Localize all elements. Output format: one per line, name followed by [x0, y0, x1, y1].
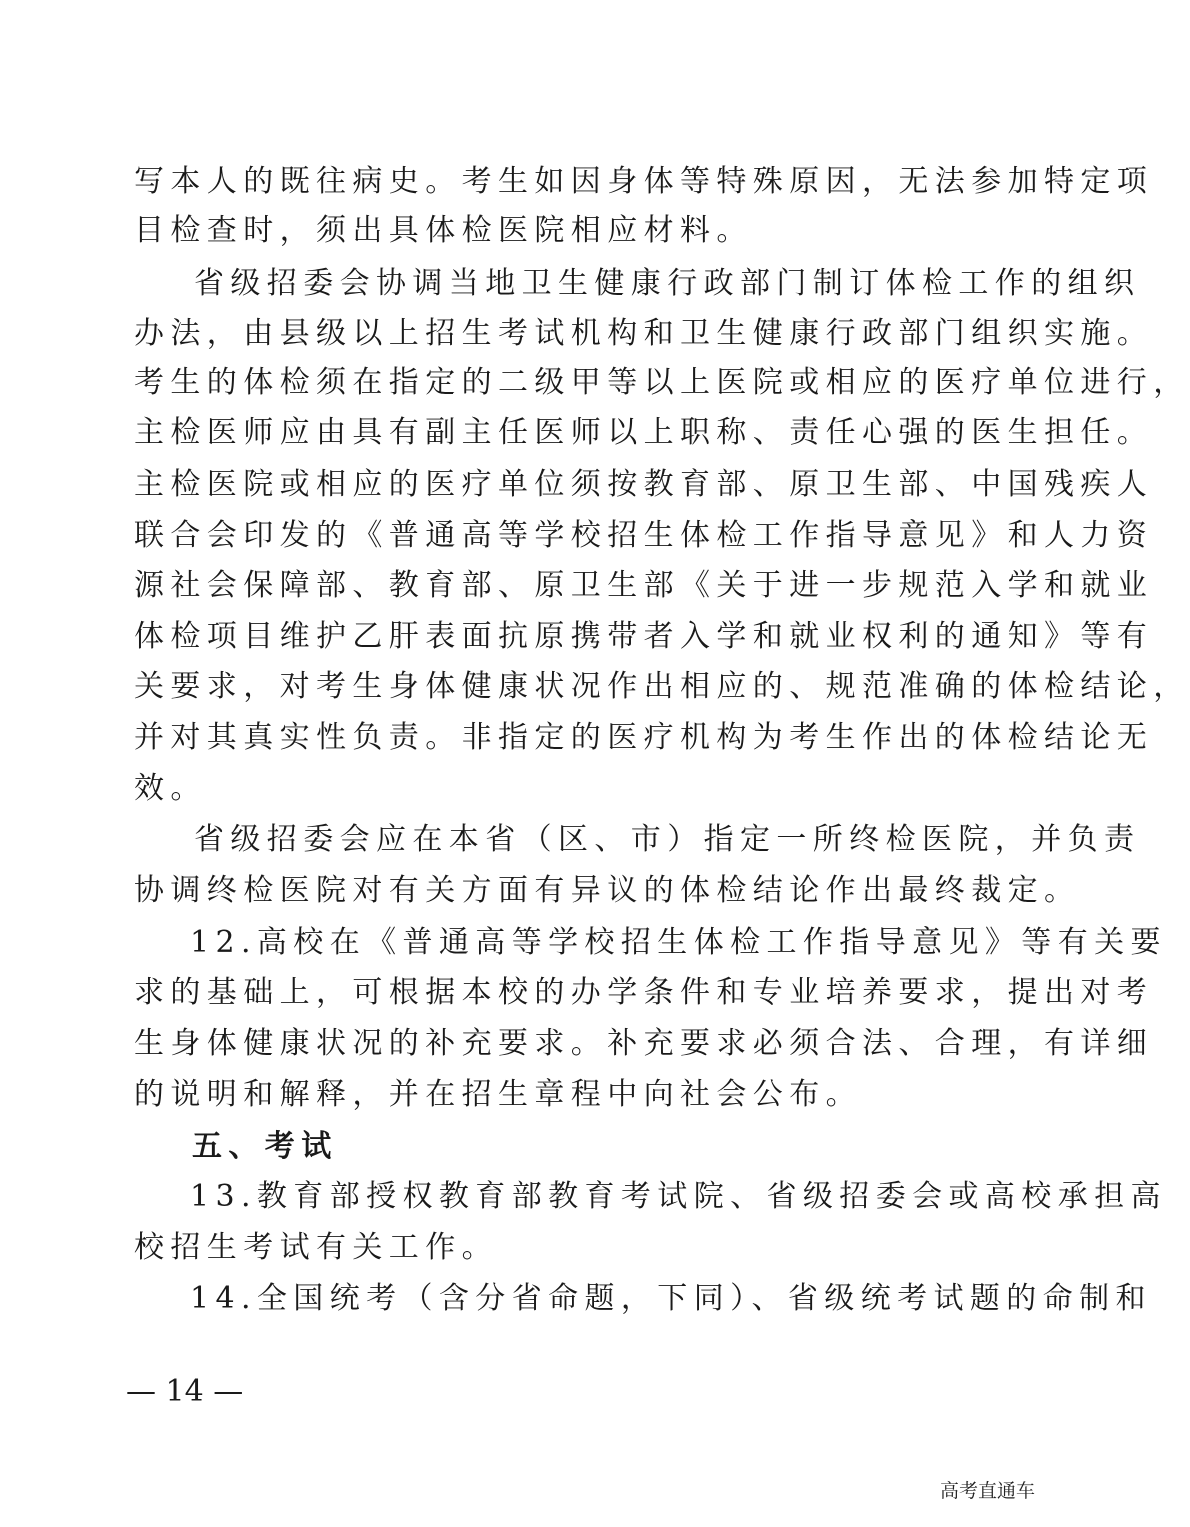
text-line-15: 协调终检医院对有关方面有异议的体检结论作出最终裁定。	[134, 873, 1081, 908]
section-heading: 五、考试	[192, 1129, 338, 1164]
text-line-14: 省级招委会应在本省（区、市）指定一所终检医院，并负责	[194, 822, 1141, 857]
text-line-9: 源社会保障部、教育部、原卫生部《关于进一步规范入学和就业	[134, 568, 1154, 603]
text-line-6: 主检医师应由具有副主任医师以上职称、责任心强的医生担任。	[134, 415, 1154, 450]
text-line-4: 办法，由县级以上招生考试机构和卫生健康行政部门组织实施。	[134, 316, 1154, 351]
text-line-5: 考生的体检须在指定的二级甲等以上医院或相应的医疗单位进行，	[134, 365, 1190, 400]
text-line-17: 求的基础上，可根据本校的办学条件和专业培养要求，提出对考	[134, 975, 1154, 1010]
text-line-12: 并对其真实性负责。非指定的医疗机构为考生作出的体检结论无	[134, 720, 1154, 755]
text-line-3: 省级招委会协调当地卫生健康行政部门制订体检工作的组织	[194, 266, 1141, 301]
text-line-8: 联合会印发的《普通高等学校招生体检工作指导意见》和人力资	[134, 518, 1154, 553]
watermark: 高考直通车	[940, 1480, 1036, 1502]
text-line-11: 关要求，对考生身体健康状况作出相应的、规范准确的体检结论，	[134, 669, 1190, 704]
text-line-19: 的说明和解释，并在招生章程中向社会公布。	[134, 1077, 862, 1112]
text-line-16: 12.高校在《普通高等学校招生体检工作指导意见》等有关要	[190, 925, 1167, 960]
text-line-21: 13.教育部授权教育部教育考试院、省级招委会或高校承担高	[190, 1179, 1167, 1214]
text-line-18: 生身体健康状况的补充要求。补充要求必须合法、合理，有详细	[134, 1026, 1154, 1061]
text-line-23: 14.全国统考（含分省命题，下同）、省级统考试题的命制和	[190, 1281, 1152, 1316]
text-line-2: 目检查时，须出具体检医院相应材料。	[134, 213, 753, 248]
text-line-13: 效。	[134, 771, 207, 806]
text-line-22: 校招生考试有关工作。	[134, 1230, 498, 1265]
text-line-7: 主检医院或相应的医疗单位须按教育部、原卫生部、中国残疾人	[134, 467, 1154, 502]
text-line-10: 体检项目维护乙肝表面抗原携带者入学和就业权利的通知》等有	[134, 619, 1154, 654]
text-line-1: 写本人的既往病史。考生如因身体等特殊原因，无法参加特定项	[134, 164, 1154, 199]
page-number: — 14 —	[126, 1374, 244, 1409]
